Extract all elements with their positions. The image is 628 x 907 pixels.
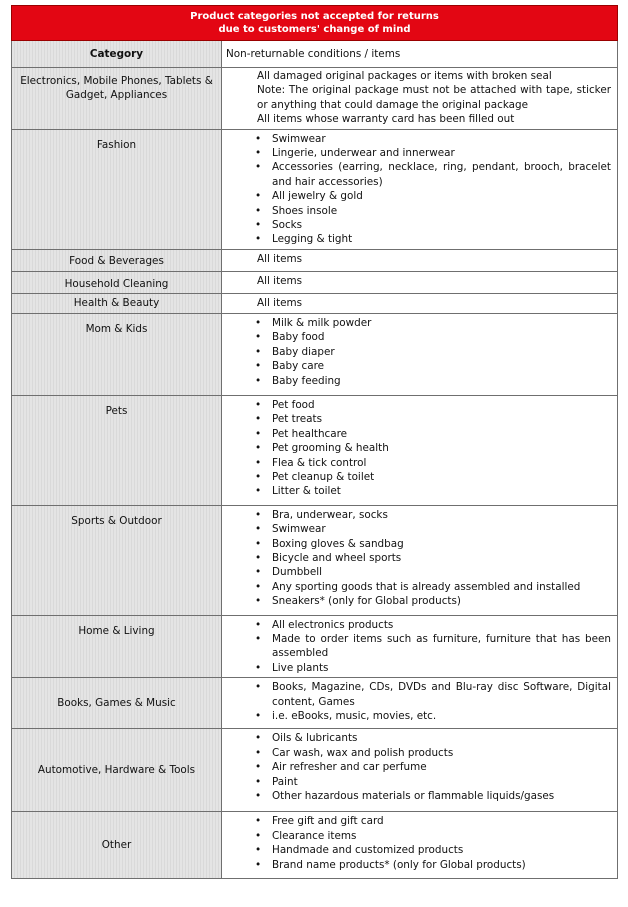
- conditions-list: [255, 132, 611, 247]
- conditions-cell: [222, 293, 618, 313]
- list-item: • Boxing gloves & sandbag: [255, 537, 611, 551]
- list-item: • Flea & tick control: [255, 456, 611, 470]
- table-title-line-2: due to customers' change of mind: [218, 24, 411, 35]
- conditions-cell: [222, 615, 618, 678]
- list-item: • Brand name products* (only for Global products): [255, 858, 611, 872]
- table-row-pets: [12, 395, 618, 505]
- list-item: • All jewelry & gold: [255, 189, 611, 203]
- condition-line: All items whose warranty card has been filled out: [257, 113, 515, 126]
- list-item: • Any sporting goods that is already assembled and installed: [255, 580, 611, 594]
- table-row-other: [12, 812, 618, 879]
- list-item: • Pet healthcare: [255, 427, 611, 441]
- list-item: • Clearance items: [255, 829, 611, 843]
- conditions-cell: [222, 249, 618, 271]
- list-item: • Free gift and gift card: [255, 814, 611, 828]
- category-cell: Automotive, Hardware & Tools: [12, 729, 222, 812]
- category-cell: Books, Games & Music: [12, 678, 222, 729]
- list-item: • Bra, underwear, socks: [255, 508, 611, 522]
- list-item: • Pet food: [255, 398, 611, 412]
- condition-line: All items: [257, 274, 303, 287]
- list-item: • Car wash, wax and polish products: [255, 746, 611, 760]
- conditions-cell: [222, 395, 618, 505]
- list-item: • Air refresher and car perfume: [255, 760, 611, 774]
- conditions-list: [255, 316, 611, 388]
- list-item: • Books, Magazine, CDs, DVDs and Blu-ray disc Software, Digital content, Games: [255, 680, 611, 709]
- condition-line: All items: [257, 252, 303, 265]
- list-item: • Oils & lubricants: [255, 731, 611, 745]
- conditions-cell: [222, 313, 618, 395]
- list-item: • Legging & tight: [255, 232, 611, 246]
- category-cell: Home & Living: [12, 615, 222, 678]
- list-item: • i.e. eBooks, music, movies, etc.: [255, 709, 611, 723]
- category-cell: Other: [12, 812, 222, 879]
- list-item: • Baby care: [255, 359, 611, 373]
- header-category: Category: [12, 41, 222, 68]
- list-item: • Sneakers* (only for Global products): [255, 594, 611, 608]
- list-item: • Accessories (earring, necklace, ring, pendant, brooch, bracelet and hair accessories): [255, 160, 611, 189]
- table-row-books-games-music: [12, 678, 618, 729]
- list-item: • Lingerie, underwear and innerwear: [255, 146, 611, 160]
- table-row-sports-outdoor: [12, 505, 618, 615]
- category-cell: Household Cleaning: [12, 271, 222, 293]
- conditions-cell: [222, 812, 618, 879]
- conditions-list: [255, 398, 611, 499]
- conditions-list: [255, 731, 611, 803]
- list-item: • Bicycle and wheel sports: [255, 551, 611, 565]
- list-item: • Other hazardous materials or flammable liquids/gases: [255, 789, 611, 803]
- returns-policy-table: [11, 5, 618, 879]
- table-title-banner: [12, 6, 618, 41]
- list-item: • Baby feeding: [255, 374, 611, 388]
- table-title-line-1: Product categories not accepted for returns: [190, 11, 439, 22]
- category-cell: Sports & Outdoor: [12, 505, 222, 615]
- list-item: • Dumbbell: [255, 565, 611, 579]
- list-item: • Shoes insole: [255, 204, 611, 218]
- list-item: • Baby diaper: [255, 345, 611, 359]
- category-cell: Electronics, Mobile Phones, Tablets & Gadget, Appliances: [12, 68, 222, 130]
- list-item: • All electronics products: [255, 618, 611, 632]
- table-row-fashion: [12, 129, 618, 249]
- category-cell: Fashion: [12, 129, 222, 249]
- returns-policy-table-container: [11, 5, 617, 879]
- category-cell: Pets: [12, 395, 222, 505]
- header-conditions: Non-returnable conditions / items: [222, 41, 618, 68]
- table-row-household-cleaning: [12, 271, 618, 293]
- conditions-cell: [222, 68, 618, 130]
- category-cell: Food & Beverages: [12, 249, 222, 271]
- table-row-home-living: [12, 615, 618, 678]
- list-item: • Socks: [255, 218, 611, 232]
- list-item: • Live plants: [255, 661, 611, 675]
- list-item: • Made to order items such as furniture, furniture that has been assembled: [255, 632, 611, 661]
- list-item: • Swimwear: [255, 522, 611, 536]
- list-item: • Pet treats: [255, 412, 611, 426]
- list-item: • Handmade and customized products: [255, 843, 611, 857]
- conditions-list: [255, 814, 611, 872]
- conditions-cell: [222, 129, 618, 249]
- category-cell: Health & Beauty: [12, 293, 222, 313]
- list-item: • Pet cleanup & toilet: [255, 470, 611, 484]
- conditions-list: [255, 680, 611, 723]
- conditions-list: [255, 508, 611, 609]
- conditions-cell: [222, 505, 618, 615]
- table-row-mom-kids: [12, 313, 618, 395]
- table-row-electronics: [12, 68, 618, 130]
- conditions-cell: [222, 729, 618, 812]
- condition-line: Note: The original package must not be attached with tape, sticker or anything that could damage the original package: [257, 84, 611, 111]
- list-item: • Milk & milk powder: [255, 316, 611, 330]
- list-item: • Pet grooming & health: [255, 441, 611, 455]
- list-item: • Swimwear: [255, 132, 611, 146]
- conditions-list: [255, 618, 611, 676]
- list-item: • Paint: [255, 775, 611, 789]
- table-row-automotive-hardware-tools: [12, 729, 618, 812]
- condition-line: All damaged original packages or items with broken seal: [257, 70, 552, 82]
- conditions-cell: [222, 271, 618, 293]
- category-cell: Mom & Kids: [12, 313, 222, 395]
- list-item: • Litter & toilet: [255, 484, 611, 498]
- list-item: • Baby food: [255, 330, 611, 344]
- condition-line: All items: [257, 296, 303, 309]
- conditions-cell: [222, 678, 618, 729]
- table-row-food-beverages: [12, 249, 618, 271]
- table-row-health-beauty: [12, 293, 618, 313]
